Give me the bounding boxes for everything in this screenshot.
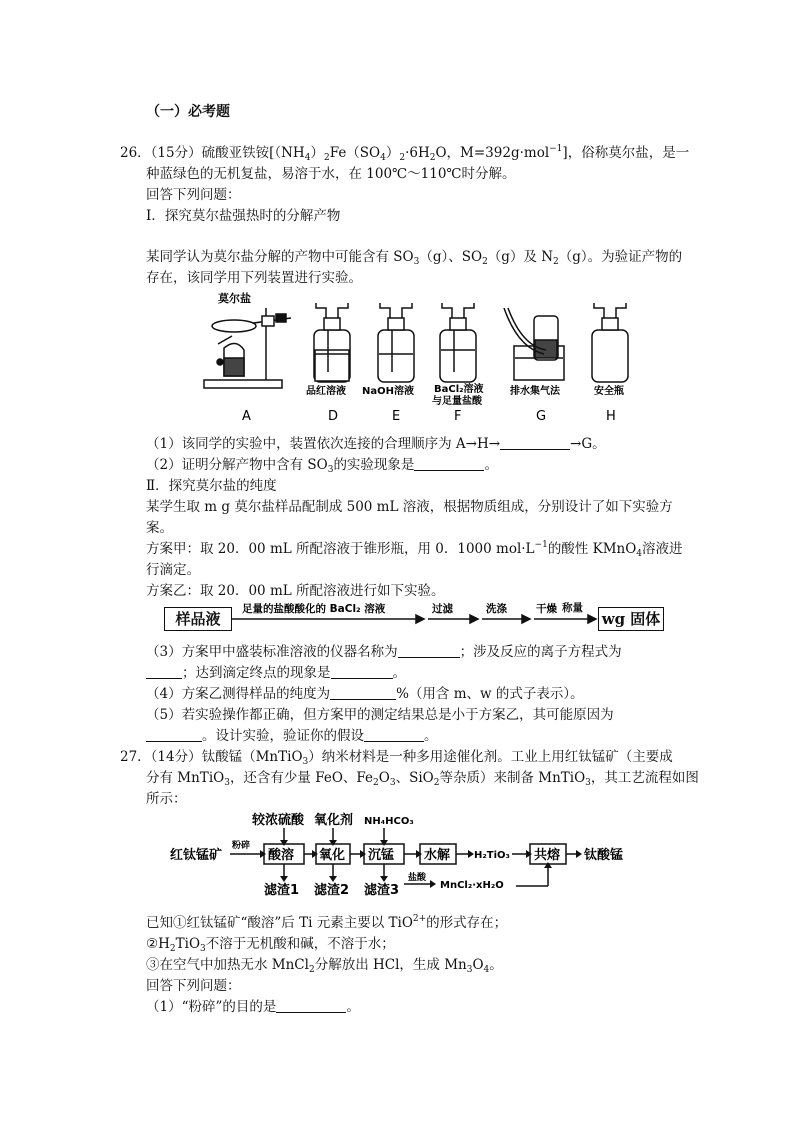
letter-F: F (454, 409, 462, 424)
apparatus-figure (196, 288, 636, 428)
residue-3: 滤渣3 (364, 883, 400, 898)
flow-arrows (230, 600, 598, 634)
q27-line3: 所示： (146, 791, 187, 807)
box-acid-dissolve: 酸溶 (268, 848, 295, 863)
caption-H: 安全瓶 (594, 386, 624, 397)
residue-1: 滤渣1 (264, 883, 300, 898)
answer-blank[interactable] (414, 458, 484, 471)
q26-p2: 存在，该同学用下列装置进行实验。 (146, 270, 362, 286)
box-mn-precip: 沉锰 (368, 848, 395, 863)
flow-end-box: wg 固体 (598, 607, 664, 631)
mncl2-label: MnCl₂·xH₂O (440, 880, 504, 891)
q26-part2-title: Ⅱ．探究莫尔盐的纯度 (146, 478, 277, 494)
bottle-D (314, 303, 350, 382)
flow-step-filter: 过滤 (432, 603, 453, 615)
raw-ore: 红钛锰矿 (170, 848, 223, 863)
h2tio3-label: H₂TiO₃ (474, 850, 510, 861)
apparatus-A (204, 308, 291, 388)
box-oxidize: 氧化 (319, 848, 346, 863)
bottle-H (592, 303, 628, 382)
box-cofuse: 共熔 (534, 848, 561, 863)
bottle-E (378, 303, 414, 382)
caption-F2: 与足量盐酸 (432, 396, 482, 407)
letter-D: D (328, 409, 339, 424)
q26-p1: 某同学认为莫尔盐分解的产物中可能含有 $SO_3(g)$、$SO_2(g)$及 $N_2(g)$。为验证产物的 (146, 249, 683, 267)
q26-sub3-cont: ；达到滴定终点的现象是 。 (146, 661, 406, 681)
flow-reagent: 足量的盐酸酸化的 BaCl₂ 溶液 (242, 603, 386, 615)
answer-blank[interactable] (331, 666, 393, 679)
box-hydrolysis: 水解 (424, 848, 451, 863)
q26-sub2: （2）证明分解产物中含有 $SO_3$的实验现象是 。 (146, 457, 498, 475)
q26-line2: 种蓝绿色的无机复盐，易溶于水，在 100℃～110℃时分解。 (146, 166, 516, 182)
q26-sub3: （3）方案甲中盛装标准溶液的仪器名称为 ；涉及反应的离子方程式为 (146, 644, 622, 660)
q26-p4: 案。 (146, 520, 173, 536)
q26-part1-title: Ⅰ．探究莫尔盐强热时的分解产物 (146, 208, 341, 224)
moer-label: 莫尔盐 (218, 292, 251, 305)
letter-A: A (242, 409, 251, 424)
caption-D: 品红溶液 (306, 386, 346, 397)
reagent-acid: 较浓硫酸 (252, 813, 305, 828)
grind-label: 粉碎 (232, 841, 251, 851)
letter-E: E (392, 409, 401, 424)
answer-blank[interactable] (330, 687, 396, 700)
flow-start-box: 样品液 (164, 607, 232, 631)
product-label: 钛酸锰 (584, 848, 624, 863)
flow-step-dry: 干燥 (536, 603, 557, 615)
answer-blank[interactable] (398, 645, 460, 658)
process-flow (168, 808, 638, 904)
q27-header: 27．（14分）钛酸锰（MnTiO$_3$）纳米材料是一种多用途催化剂。工业上用红钛锰矿（主要成 (120, 749, 673, 767)
answer-blank[interactable] (500, 437, 570, 450)
q26-header: 26．（15分）硫酸亚铁铵[$(NH_4)_2Fe(SO_4)_2\cdot 6H_2O$，M=392g·mol$^{-1}$]，俗称莫尔盐，是一 (120, 144, 690, 163)
q26-sub4: （4）方案乙测得样品的纯度为 %（用含 m、w 的式子表示）。 (146, 686, 584, 702)
q26-p7: 方案乙：取 20．00 mL 所配溶液进行如下实验。 (146, 583, 445, 599)
q27-known2: $②H_2TiO_3$不溶于无机酸和碱，不溶于水； (146, 936, 395, 954)
section-title: （一）必考题 (146, 104, 230, 120)
answer-blank[interactable] (276, 1000, 346, 1013)
residue-2: 滤渣2 (314, 883, 350, 898)
q27-known1: 已知①红钛锰矿“酸溶”后 Ti 元素主要以 TiO$^{2+}$的形式存在； (146, 914, 508, 931)
letter-H: H (606, 409, 616, 424)
flow-step-weigh: 称量 (562, 602, 583, 614)
q26-line3: 回答下列问题： (146, 187, 241, 203)
q27-line2: 分有 MnTiO$_3$，还含有少量 FeO、$Fe_2O_3$、SiO$_2$等杂质）来制备 MnTiO$_3$，其工艺流程如图 (146, 770, 699, 788)
q26-p3: 某学生取 m g 莫尔盐样品配制成 500 mL 溶液，根据物质组成，分别设计了如下实验方 (146, 499, 673, 515)
bottle-F (440, 303, 476, 382)
q27-sub1: （1）“粉碎”的目的是 。 (146, 999, 360, 1015)
letter-G: G (536, 409, 547, 424)
reagent-oxidant: 氧化剂 (314, 813, 354, 828)
caption-G: 排水集气法 (510, 386, 560, 397)
q26-sub5-cont: 。设计实验，验证你的假设 。 (146, 724, 438, 744)
hcl-label: 盐酸 (408, 873, 427, 883)
q27-known3: ③在空气中加热无水 MnCl$_2$分解放出 HCl，生成 $Mn_3O_4$。 (146, 957, 503, 975)
apparatus-G (504, 308, 564, 380)
answer-blank[interactable] (146, 729, 202, 742)
q26-sub5: （5）若实验操作都正确，但方案甲的测定结果总是小于方案乙，其可能原因为 (146, 707, 614, 723)
answer-blank[interactable] (364, 729, 424, 742)
q26-sub1: （1）该同学的实验中，装置依次连接的合理顺序为 A→H→ →G。 (146, 436, 606, 452)
q26-p6: 行滴定。 (146, 562, 200, 578)
answer-blank[interactable] (146, 666, 182, 679)
q27-ask: 回答下列问题： (146, 978, 241, 994)
flow-step-wash: 洗涤 (486, 603, 507, 615)
caption-F1: BaCl₂溶液 (434, 384, 484, 395)
reagent-nh4hco3: NH₄HCO₃ (364, 816, 414, 827)
caption-E: NaOH溶液 (362, 386, 414, 397)
q26-p5: 方案甲：取 20．00 mL 所配溶液于锥形瓶，用 0．1000 $mol\cdot L^{-1}$的酸性 KMnO$_4$溶液进 (146, 540, 683, 559)
